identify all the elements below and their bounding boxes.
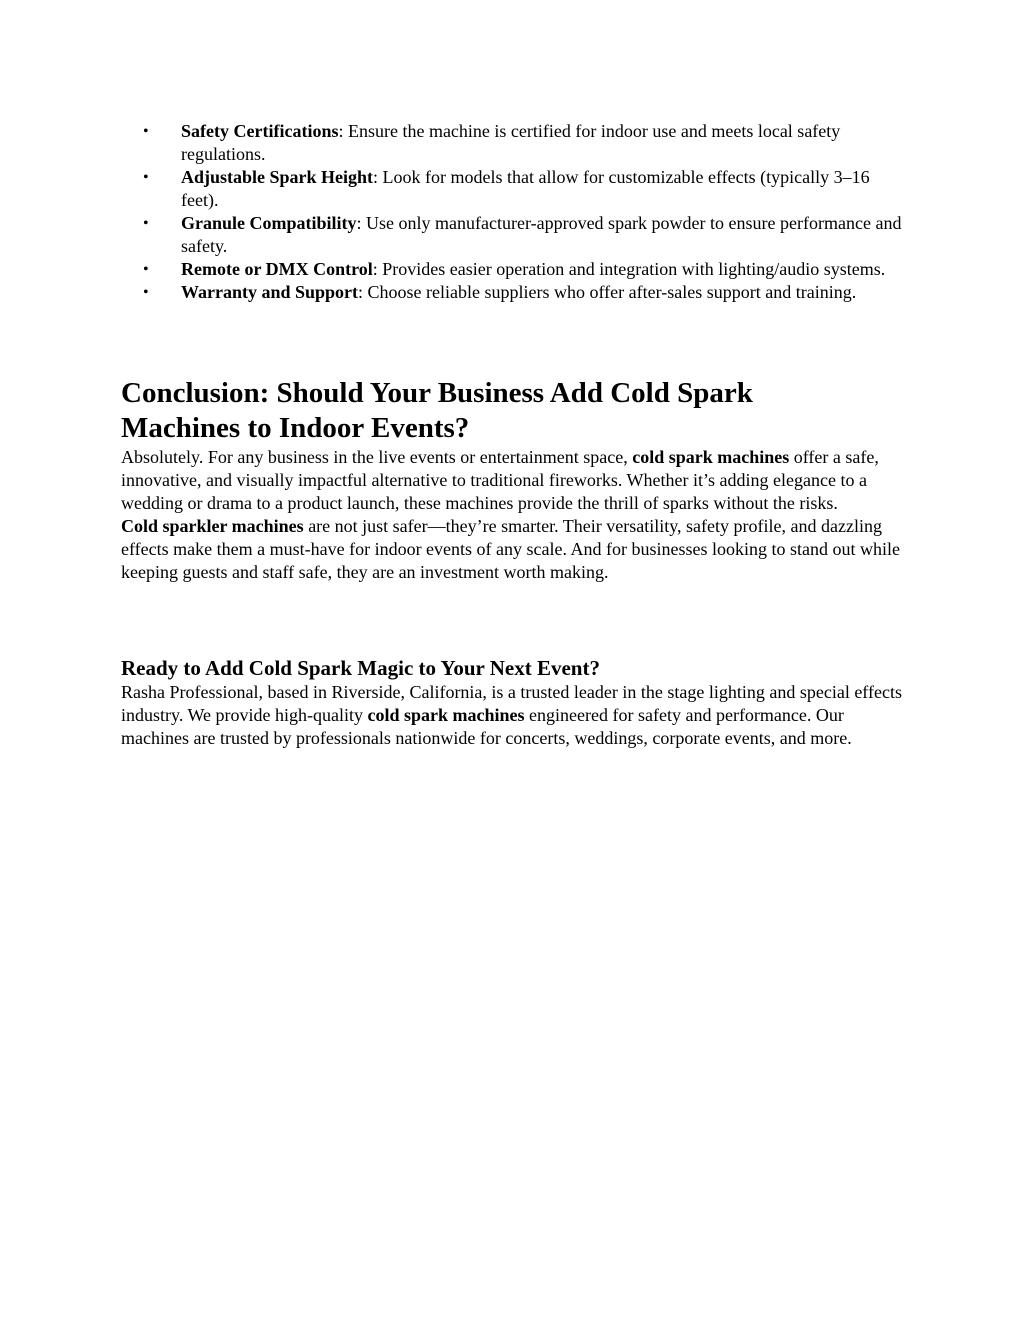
feature-text: : Choose reliable suppliers who offer after-sales support and training. (358, 282, 857, 302)
feature-title: Remote or DMX Control (181, 259, 373, 279)
paragraph-text: engineered for safety and performance. Our machines are trusted by professionals nationwide for concerts, weddings, corporate events, and more. (121, 705, 852, 748)
bullet-icon: • (143, 261, 149, 278)
bullet-icon: • (143, 284, 149, 301)
list-item (121, 166, 911, 212)
feature-text: : Provides easier operation and integration with lighting/audio systems. (372, 259, 886, 279)
feature-title: Granule Compatibility (181, 213, 357, 233)
cta-paragraph (121, 681, 911, 750)
feature-title: Safety Certifications (181, 121, 339, 141)
feature-text: : Use only manufacturer-approved spark powder to ensure performance and safety. (181, 213, 902, 256)
document-page (121, 120, 911, 750)
conclusion-paragraph-1 (121, 446, 911, 515)
list-item (121, 258, 911, 281)
paragraph-text: are not just safer—they’re smarter. Their versatility, safety profile, and dazzling effects make them a must-have for indoor events of any scale. And for businesses looking to stand out while keeping guests and staff safe, they are an investment worth making. (121, 516, 900, 582)
conclusion-paragraph-2 (121, 515, 911, 584)
paragraph-text: offer a safe, innovative, and visually impactful alternative to traditional fireworks. Whether it’s adding elegance to a wedding or drama to a product launch, these machines provide the thrill of sparks without the risks. (121, 447, 879, 513)
bold-keyword: Cold sparkler machines (121, 516, 304, 536)
bold-keyword: cold spark machines (367, 705, 525, 725)
feature-text: : Ensure the machine is certified for indoor use and meets local safety regulations. (181, 121, 841, 164)
feature-title: Adjustable Spark Height (181, 167, 374, 187)
list-item (121, 120, 911, 166)
feature-list (121, 120, 911, 304)
bullet-icon: • (143, 215, 149, 232)
list-item (121, 281, 911, 304)
conclusion-heading: Conclusion: Should Your Business Add Cold Spark Machines to Indoor Events? (121, 377, 753, 444)
paragraph-text: Rasha Professional, based in Riverside, California, is a trusted leader in the stage lighting and special effects industry. We provide high-quality (121, 682, 902, 725)
bullet-icon: • (143, 123, 149, 140)
feature-text: : Look for models that allow for customizable effects (typically 3–16 feet). (181, 167, 870, 210)
list-item (121, 212, 911, 258)
feature-title: Warranty and Support (181, 282, 359, 302)
paragraph-text: Absolutely. For any business in the live events or entertainment space, (121, 447, 633, 467)
cta-heading: Ready to Add Cold Spark Magic to Your Next Event? (121, 656, 600, 680)
bullet-icon: • (143, 169, 149, 186)
bold-keyword: cold spark machines (632, 447, 790, 467)
